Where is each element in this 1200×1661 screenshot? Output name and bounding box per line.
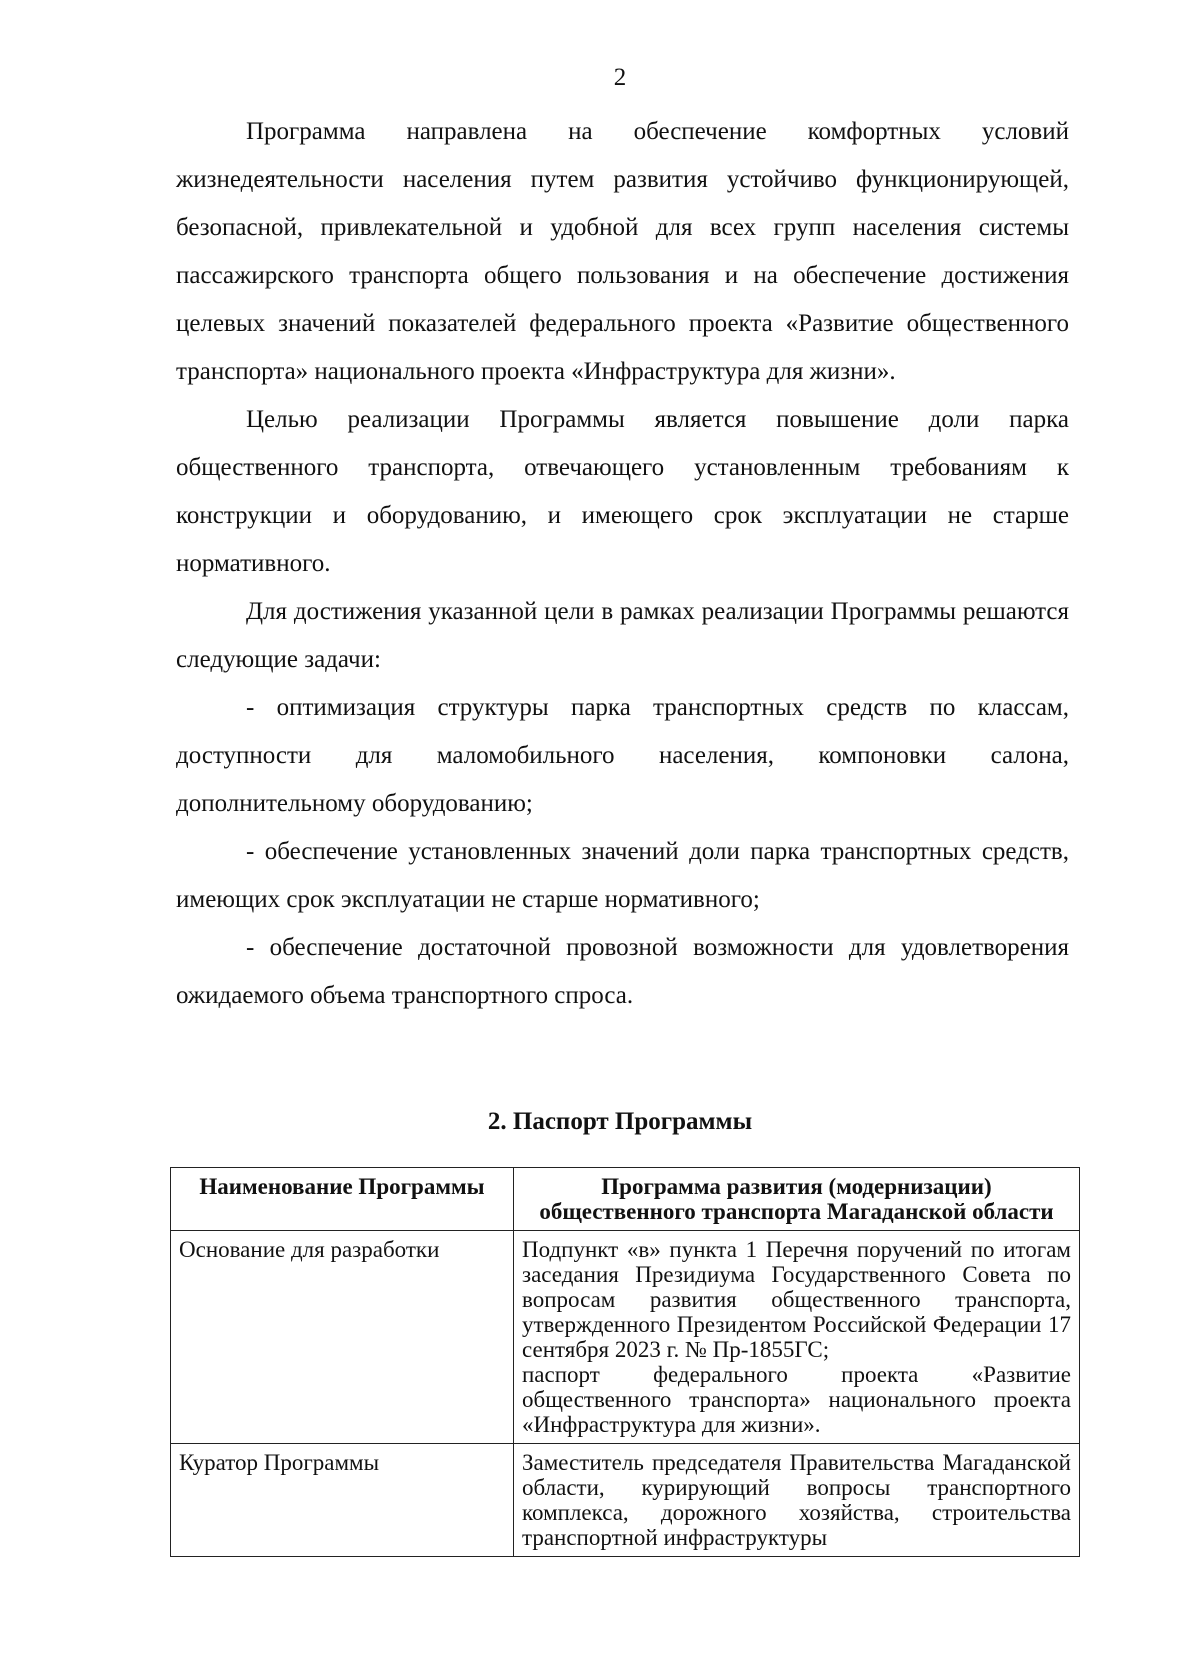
list-item: - обеспечение установленных значений доли парка транспортных средств, имеющих срок эксплуатации не старше нормативного; (176, 838, 1069, 913)
row-label: Основание для разработки (171, 1231, 514, 1444)
row-value-line: Подпункт «в» пункта 1 Перечня поручений по итогам заседания Президиума Государственного Совета по вопросам развития общественного транспорта, утвержденного Президентом Российской Федерации 17 сентября 2023 г. № Пр-1855ГС; (522, 1237, 1071, 1362)
row-value (514, 1444, 1080, 1557)
row-value (514, 1231, 1080, 1444)
table-row (171, 1231, 1080, 1444)
page-number: 2 (613, 64, 627, 91)
table-header-row (171, 1168, 1080, 1231)
list-item: - оптимизация структуры парка транспортных средств по классам, доступности для маломобильного населения, компоновки салона, дополнительному оборудованию; (176, 694, 1069, 817)
paragraph: Для достижения указанной цели в рамках реализации Программы решаются следующие задачи: (176, 598, 1069, 673)
row-label: Куратор Программы (171, 1444, 514, 1557)
table-row (171, 1444, 1080, 1557)
row-value-line: паспорт федерального проекта «Развитие общественного транспорта» национального проекта «Инфраструктура для жизни». (522, 1362, 1071, 1437)
table-header-right: Программа развития (модернизации) общественного транспорта Магаданской области (514, 1168, 1080, 1231)
table-header-left: Наименование Программы (171, 1168, 514, 1231)
row-value-line: Заместитель председателя Правительства Магаданской области, курирующий вопросы транспортного комплекса, дорожного хозяйства, строительства транспортной инфраструктуры (522, 1450, 1071, 1550)
list-item: - обеспечение достаточной провозной возможности для удовлетворения ожидаемого объема транспортного спроса. (176, 934, 1069, 1009)
passport-table (170, 1167, 1080, 1557)
paragraph: Целью реализации Программы является повышение доли парка общественного транспорта, отвечающего установленным требованиям к конструкции и оборудованию, и имеющего срок эксплуатации не старше нормативного. (176, 406, 1069, 577)
body-text (176, 108, 1069, 1020)
paragraph: Программа направлена на обеспечение комфортных условий жизнедеятельности населения путем развития устойчиво функционирующей, безопасной, привлекательной и удобной для всех групп населения системы пассажирского транспорта общего пользования и на обеспечение достижения целевых значений показателей федерального проекта «Развитие общественного транспорта» национального проекта «Инфраструктура для жизни». (176, 118, 1069, 385)
section-title: 2. Паспорт Программы (487, 1108, 753, 1135)
